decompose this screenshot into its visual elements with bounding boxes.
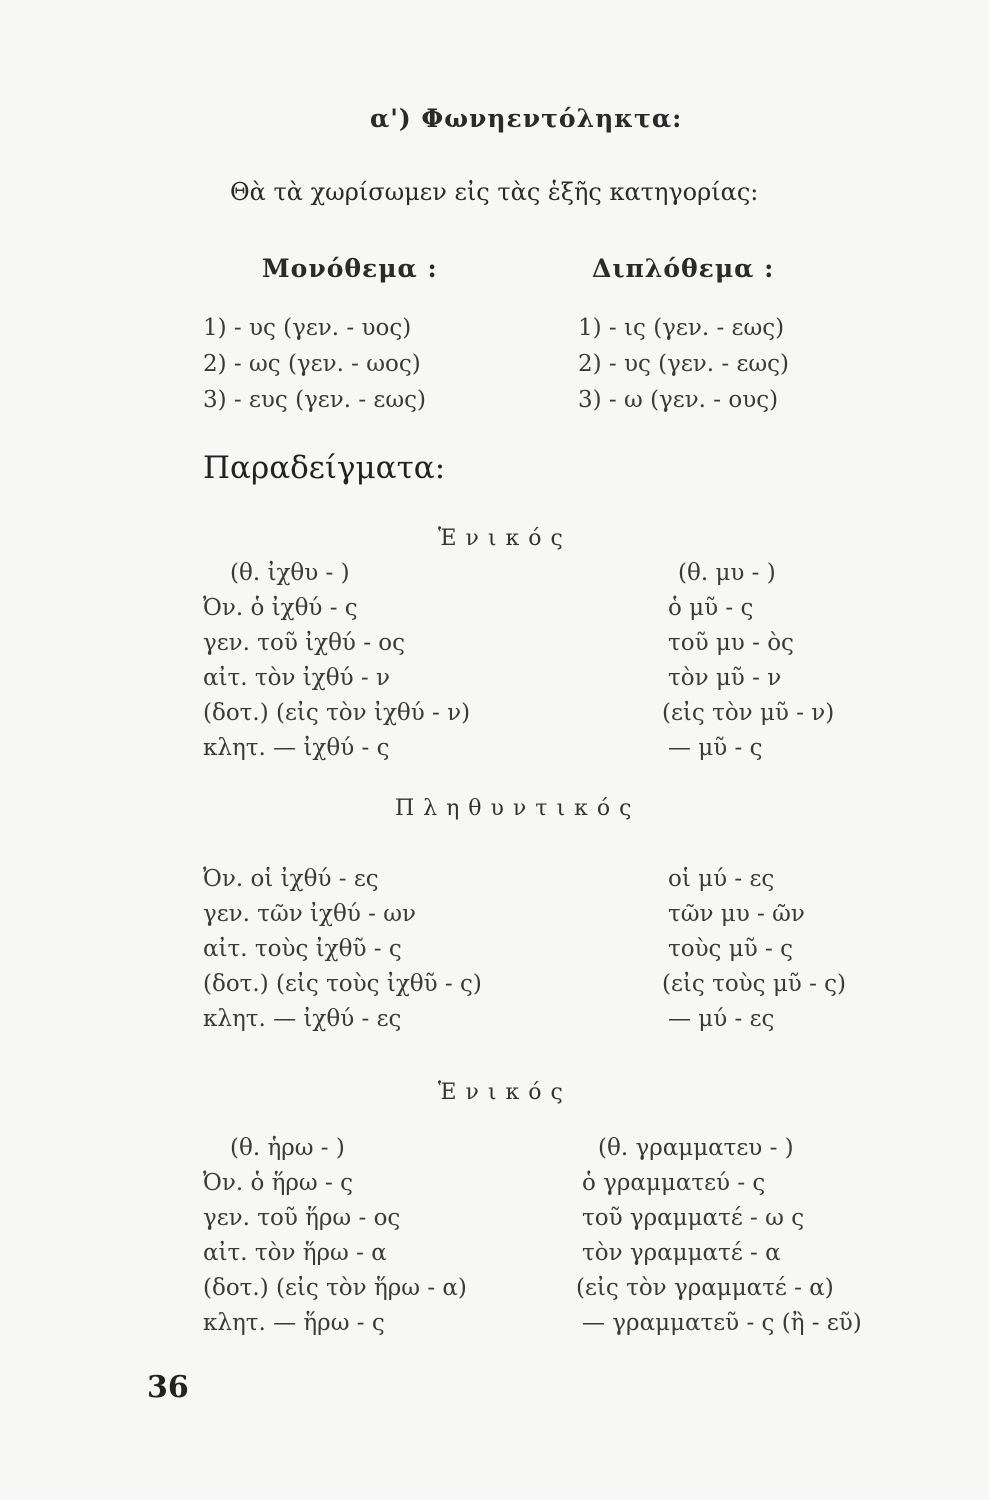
diplothema-item: 2) - υς (γεν. - εως) xyxy=(578,351,790,377)
declension-row: — γραμματεῦ - ς (ἢ - εῦ) xyxy=(582,1310,862,1336)
examples-heading: Παραδείγματα: xyxy=(203,450,446,486)
declension-row: κλητ. — ἰχθύ - ες xyxy=(203,1006,402,1032)
page-number: 36 xyxy=(147,1370,189,1405)
declension-row: γεν. τοῦ ἰχθύ - ος xyxy=(203,630,406,656)
monothema-item: 3) - ευς (γεν. - εως) xyxy=(203,387,426,413)
declension-row: κλητ. — ἥρω - ς xyxy=(203,1310,385,1336)
declension-row: αἰτ. τὸν ἥρω - α xyxy=(203,1240,387,1266)
monothema-item: 2) - ως (γεν. - ωος) xyxy=(203,351,421,377)
declension-row: τῶν μυ - ῶν xyxy=(668,901,805,927)
singular-title: Ἑνικός xyxy=(438,526,572,551)
section-heading: α') Φωνηεντόληκτα: xyxy=(370,104,683,133)
declension-row: τὸν γραμματέ - α xyxy=(582,1240,781,1266)
declension-row: (δοτ.) (εἰς τοὺς ἰχθῦ - ς) xyxy=(203,971,482,997)
singular-title: Ἑνικός xyxy=(438,1080,572,1105)
declension-row: τοῦ γραμματέ - ω ς xyxy=(582,1205,805,1231)
declension-row: Ὀν. οἱ ἰχθύ - ες xyxy=(203,866,379,892)
declension-row: (θ. γραμματευ - ) xyxy=(598,1135,794,1161)
declension-row: (θ. ἡρω - ) xyxy=(230,1135,345,1161)
declension-row: (θ. ἰχθυ - ) xyxy=(230,560,350,586)
declension-row: ὁ μῦ - ς xyxy=(668,595,754,621)
declension-row: τοὺς μῦ - ς xyxy=(668,936,793,962)
monothema-heading: Μονόθεμα : xyxy=(262,254,438,283)
declension-row: τὸν μῦ - ν xyxy=(668,665,782,691)
declension-row: (εἰς τοὺς μῦ - ς) xyxy=(662,971,847,997)
declension-row: ὁ γραμματεύ - ς xyxy=(582,1170,766,1196)
declension-row: (εἰς τὸν γραμματέ - α) xyxy=(576,1275,834,1301)
declension-row: — μύ - ες xyxy=(668,1006,775,1032)
plural-title: Πληθυντικός xyxy=(395,796,641,821)
intro-text: Θὰ τὰ χωρίσωμεν εἰς τὰς ἑξῆς κατηγορίας: xyxy=(230,178,759,206)
declension-row: (εἰς τὸν μῦ - ν) xyxy=(662,700,835,726)
declension-row: οἱ μύ - ες xyxy=(668,866,775,892)
declension-row: αἰτ. τοὺς ἰχθῦ - ς xyxy=(203,936,402,962)
declension-row: (δοτ.) (εἰς τὸν ἥρω - α) xyxy=(203,1275,467,1301)
diplothema-heading: Διπλόθεμα : xyxy=(592,254,775,283)
declension-row: (θ. μυ - ) xyxy=(678,560,776,586)
declension-row: γεν. τοῦ ἥρω - ος xyxy=(203,1205,401,1231)
declension-row: Ὀν. ὁ ἰχθύ - ς xyxy=(203,595,358,621)
declension-row: κλητ. — ἰχθύ - ς xyxy=(203,735,390,761)
declension-row: (δοτ.) (εἰς τὸν ἰχθύ - ν) xyxy=(203,700,471,726)
declension-row: γεν. τῶν ἰχθύ - ων xyxy=(203,901,416,927)
declension-row: — μῦ - ς xyxy=(668,735,763,761)
declension-row: αἰτ. τὸν ἰχθύ - ν xyxy=(203,665,390,691)
diplothema-item: 1) - ις (γεν. - εως) xyxy=(578,315,785,341)
declension-row: Ὀν. ὁ ἥρω - ς xyxy=(203,1170,353,1196)
declension-row: τοῦ μυ - ὸς xyxy=(668,630,794,656)
monothema-item: 1) - υς (γεν. - υος) xyxy=(203,315,412,341)
diplothema-item: 3) - ω (γεν. - ους) xyxy=(578,387,779,413)
